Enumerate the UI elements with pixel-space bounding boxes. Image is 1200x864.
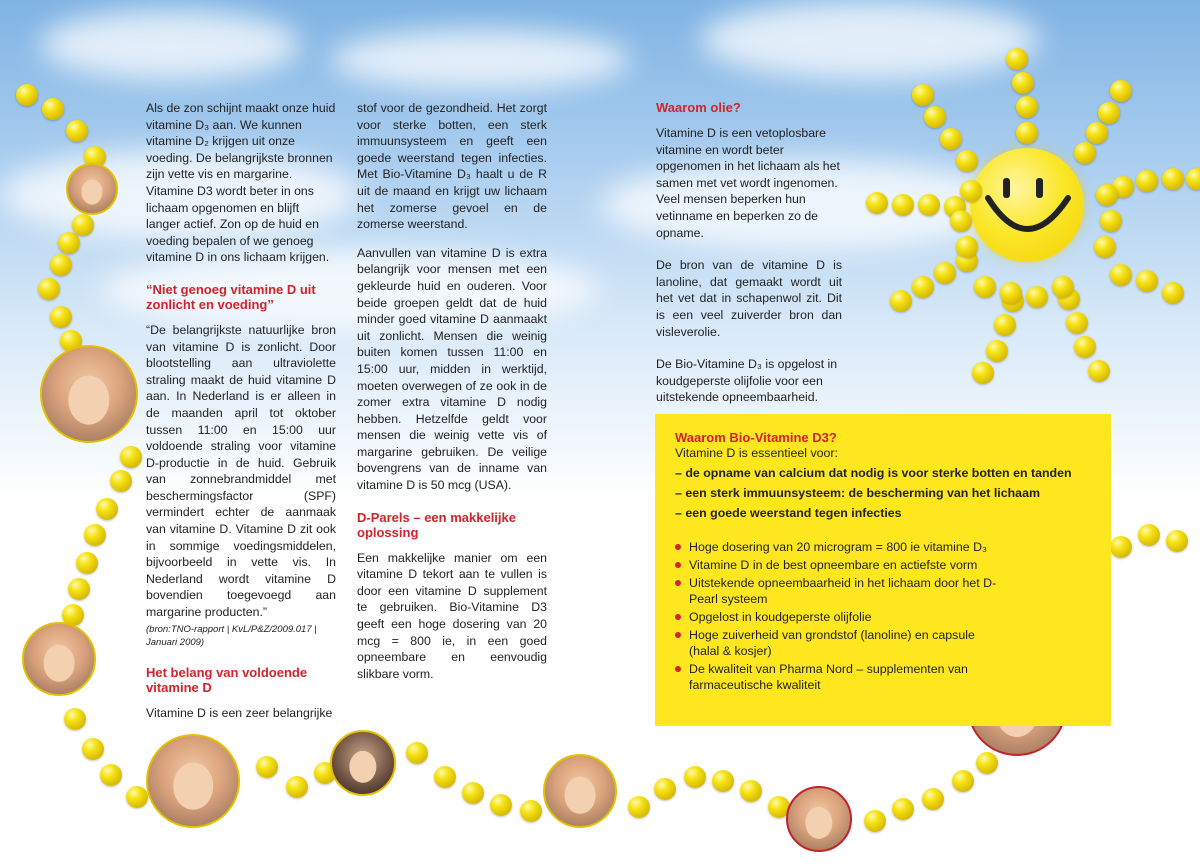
vitamin-pearl-icon	[1074, 336, 1096, 358]
health-paragraph: stof voor de gezondheid. Het zorgt voor sterke botten, een sterk immuunsysteem en geeft een goede weerstand tegen infecties. Met Bio-Vitamine D₃ haalt u de R uit de maand en krijgt uw lichaam het zomerse gevoel en de zomerse weerstand.	[357, 101, 547, 232]
vitamin-pearl-icon	[110, 470, 132, 492]
vitamin-pearl-icon	[1162, 282, 1184, 304]
vitamin-pearl-icon	[890, 290, 912, 312]
intro-paragraph: Als de zon schijnt maakt onze huid vitamine D₃ aan. We kunnen vitamine D₂ krijgen uit onze voeding. De belangrijkste bronnen zijn vette vis en margarine. Vitamine D3 wordt beter in ons lichaam opgenomen en blijft langer actief. Zon op de huid en voeding bepalen of we genoeg vitamine D in ons lichaam krijgen.	[146, 101, 336, 265]
list-item: Vitamine D in de best opneembare en actiefste vorm	[675, 557, 1005, 573]
vitamin-pearl-icon	[1012, 72, 1034, 94]
vitamin-pearl-icon	[42, 98, 64, 120]
vitamin-pearl-icon	[120, 446, 142, 468]
quote-heading: “Niet genoeg vitamine D uit zonlicht en voeding”	[146, 281, 316, 312]
vitamin-pearl-icon	[1094, 236, 1116, 258]
text-column-2	[357, 100, 547, 692]
portrait-photo	[786, 786, 852, 852]
vitamin-pearl-icon	[1110, 264, 1132, 286]
vitamin-pearl-icon	[1110, 80, 1132, 102]
list-item: Opgelost in koudgeperste olijfolie	[675, 609, 1005, 625]
vitamin-pearl-icon	[712, 770, 734, 792]
bullet-icon	[675, 562, 681, 568]
vitamin-pearl-icon	[994, 314, 1016, 336]
vitamin-pearl-icon	[1006, 48, 1028, 70]
vitamin-pearl-icon	[684, 766, 706, 788]
portrait-photo	[543, 754, 617, 828]
vitamin-pearl-icon	[940, 128, 962, 150]
vitamin-pearl-icon	[956, 236, 978, 258]
bullet-icon	[675, 544, 681, 550]
olijfolie-paragraph: De Bio-Vitamine D₃ is opgelost in koudgeperste olijfolie voor een uitstekende opneembaarheid.	[656, 357, 838, 405]
vitamin-pearl-icon	[1136, 170, 1158, 192]
portrait-photo	[66, 163, 118, 215]
list-item: De kwaliteit van Pharma Nord – supplementen van farmaceutische kwaliteit	[675, 661, 1005, 693]
vitamin-pearl-icon	[628, 796, 650, 818]
vitamin-pearl-icon	[1166, 530, 1188, 552]
bullet-icon	[675, 580, 681, 586]
supplement-paragraph: Aanvullen van vitamine D is extra belangrijk voor mensen met een gekleurde huid en ouderen. Voor beide groepen geldt dat de huid minder goed vitamine D aanmaakt uit zonlicht. Mensen die weinig buiten komen tussen 11:00 en 15:00 uur, midden in werktijd, moeten overwegen of ze ook in de zomer extra vitamine D nodig hebben. Hetzelfde geldt voor mensen die weinig vette vis of margarine gebruiken. De veilige bovengrens van de inname van vitamine D is 50 mcg (USA).	[357, 245, 547, 493]
vitamin-pearl-icon	[950, 210, 972, 232]
vitamin-pearl-icon	[58, 232, 80, 254]
vitamin-pearl-icon	[1016, 96, 1038, 118]
vitamin-pearl-icon	[740, 780, 762, 802]
vitamin-pearl-icon	[956, 150, 978, 172]
vitamin-pearl-icon	[952, 770, 974, 792]
essential-list	[675, 465, 1097, 521]
vitamin-pearl-icon	[1136, 270, 1158, 292]
list-item: – een goede weerstand tegen infecties	[675, 506, 902, 520]
vitamin-pearl-icon	[1016, 122, 1038, 144]
list-item: Hoge dosering van 20 microgram = 800 ie vitamine D₃	[675, 539, 1005, 555]
vitamin-pearl-icon	[1088, 360, 1110, 382]
vitamin-pearl-icon	[1086, 122, 1108, 144]
vitamin-pearl-icon	[462, 782, 484, 804]
vitamin-pearl-icon	[1138, 524, 1160, 546]
vitamin-pearl-icon	[64, 708, 86, 730]
vitamin-pearl-icon	[1110, 536, 1132, 558]
vitamin-pearl-icon	[96, 498, 118, 520]
vitamin-pearl-icon	[912, 84, 934, 106]
vitamin-pearl-icon	[286, 776, 308, 798]
vitamin-pearl-icon	[960, 180, 982, 202]
portrait-photo	[146, 734, 240, 828]
vitamin-pearl-icon	[38, 278, 60, 300]
vitamin-pearl-icon	[654, 778, 676, 800]
portrait-photo	[40, 345, 138, 443]
vitamin-pearl-icon	[864, 810, 886, 832]
vitamin-pearl-icon	[934, 262, 956, 284]
list-item: – een sterk immuunsysteem: de bescherming van het lichaam	[675, 486, 1040, 500]
vitamin-pearl-icon	[100, 764, 122, 786]
vitamin-pearl-icon	[82, 738, 104, 760]
section-heading-dparels: D-Parels – een makkelijke oplossing	[357, 509, 516, 540]
vitamin-pearl-icon	[84, 524, 106, 546]
source-citation: (bron:TNO-rapport | KvL/P&Z/2009.017 | Januari 2009)	[146, 623, 317, 648]
vitamin-pearl-icon	[490, 794, 512, 816]
vitamin-pearl-icon	[256, 756, 278, 778]
vitamin-pearl-icon	[76, 552, 98, 574]
list-item: Hoge zuiverheid van grondstof (lanoline) en capsule (halal & kosjer)	[675, 627, 1005, 659]
vitamin-pearl-icon	[892, 798, 914, 820]
info-box	[655, 414, 1111, 726]
portrait-photo	[330, 730, 396, 796]
vitamin-pearl-icon	[986, 340, 1008, 362]
vitamin-pearl-icon	[68, 578, 90, 600]
list-item: – de opname van calcium dat nodig is voor sterke botten en tanden	[675, 466, 1072, 480]
lanoline-paragraph: De bron van de vitamine D is lanoline, dat gemaakt wordt uit het vet dat in schapenwol zit. Dit is een veel zuiverder bron dan visleverolie.	[656, 258, 842, 339]
vitamin-pearl-icon	[520, 800, 542, 822]
bullet-icon	[675, 666, 681, 672]
vitamin-pearl-icon	[866, 192, 888, 214]
vitamin-pearl-icon	[892, 194, 914, 216]
vitamin-pearl-icon	[16, 84, 38, 106]
list-item: Uitstekende opneembaarheid in het lichaam door het D-Pearl systeem	[675, 575, 1005, 607]
box-heading: Waarom Bio-Vitamine D3?	[675, 430, 837, 445]
smiley-sun-icon	[970, 148, 1084, 262]
bullet-icon	[675, 632, 681, 638]
vitamin-pearl-icon	[72, 214, 94, 236]
vitamin-pearl-icon	[924, 106, 946, 128]
vitamin-pearl-icon	[1052, 276, 1074, 298]
dparels-paragraph: Een makkelijke manier om een vitamine D tekort aan te vullen is door een vitamine D supplement te gebruiken. Bio-Vitamine D3 geeft een hoge dosering van 20 mcg = 800 ie, in een goed opneembare en eenvoudig slikbare vorm.	[357, 550, 547, 681]
vitamin-pearl-icon	[922, 788, 944, 810]
vitamin-pearl-icon	[1100, 210, 1122, 232]
portrait-photo	[22, 622, 96, 696]
vitamin-pearl-icon	[406, 742, 428, 764]
vitamin-pearl-icon	[974, 276, 996, 298]
vitamin-pearl-icon	[50, 306, 72, 328]
belang-paragraph-start: Vitamine D is een zeer belangrijke	[146, 705, 333, 720]
text-column-1	[146, 100, 336, 731]
vitamin-pearl-icon	[434, 766, 456, 788]
vitamin-pearl-icon	[1066, 312, 1088, 334]
vitamin-pearl-icon	[1162, 168, 1184, 190]
vitamin-pearl-icon	[1096, 184, 1118, 206]
vitamin-pearl-icon	[50, 254, 72, 276]
vitamin-pearl-icon	[1074, 142, 1096, 164]
quote-paragraph: “De belangrijkste natuurlijke bron van vitamine D is zonlicht. Door blootstelling aan ultraviolette straling maakt de huid vitamine D aan. In Nederland is er alleen in de maanden april tot oktober tussen 11:00 en 15:00 uur voldoende straling voor vitamine D-productie in de huid. Gebruik van zonnebrandmiddel met beschermingsfactor (SPF) vermindert echter de aanmaak van vitamine D. Vitamine D zit ook in sommige voedingsmiddelen, bijvoorbeeld in vette vis. In Nederland wordt vitamine D bovendien toegevoegd aan margarine producten.”	[146, 322, 336, 620]
vitamin-pearl-icon	[66, 120, 88, 142]
olie-paragraph: Vitamine D is een vetoplosbare vitamine en wordt beter opgenomen in het lichaam als het samen met vet wordt ingenomen. Veel mensen beperken hun vetinname en beperken zo de opname.	[656, 126, 840, 240]
section-heading-belang: Het belang van voldoende vitamine D	[146, 664, 308, 695]
vitamin-pearl-icon	[1000, 282, 1022, 304]
vitamin-pearl-icon	[126, 786, 148, 808]
vitamin-pearl-icon	[1026, 286, 1048, 308]
vitamin-pearl-icon	[918, 194, 940, 216]
section-heading-olie: Waarom olie?	[656, 100, 741, 115]
box-intro: Vitamine D is essentieel voor:	[675, 446, 838, 460]
vitamin-pearl-icon	[972, 362, 994, 384]
benefits-list	[675, 539, 1005, 693]
vitamin-pearl-icon	[912, 276, 934, 298]
text-column-3	[656, 100, 842, 416]
bullet-icon	[675, 614, 681, 620]
vitamin-pearl-icon	[976, 752, 998, 774]
vitamin-pearl-icon	[1098, 102, 1120, 124]
